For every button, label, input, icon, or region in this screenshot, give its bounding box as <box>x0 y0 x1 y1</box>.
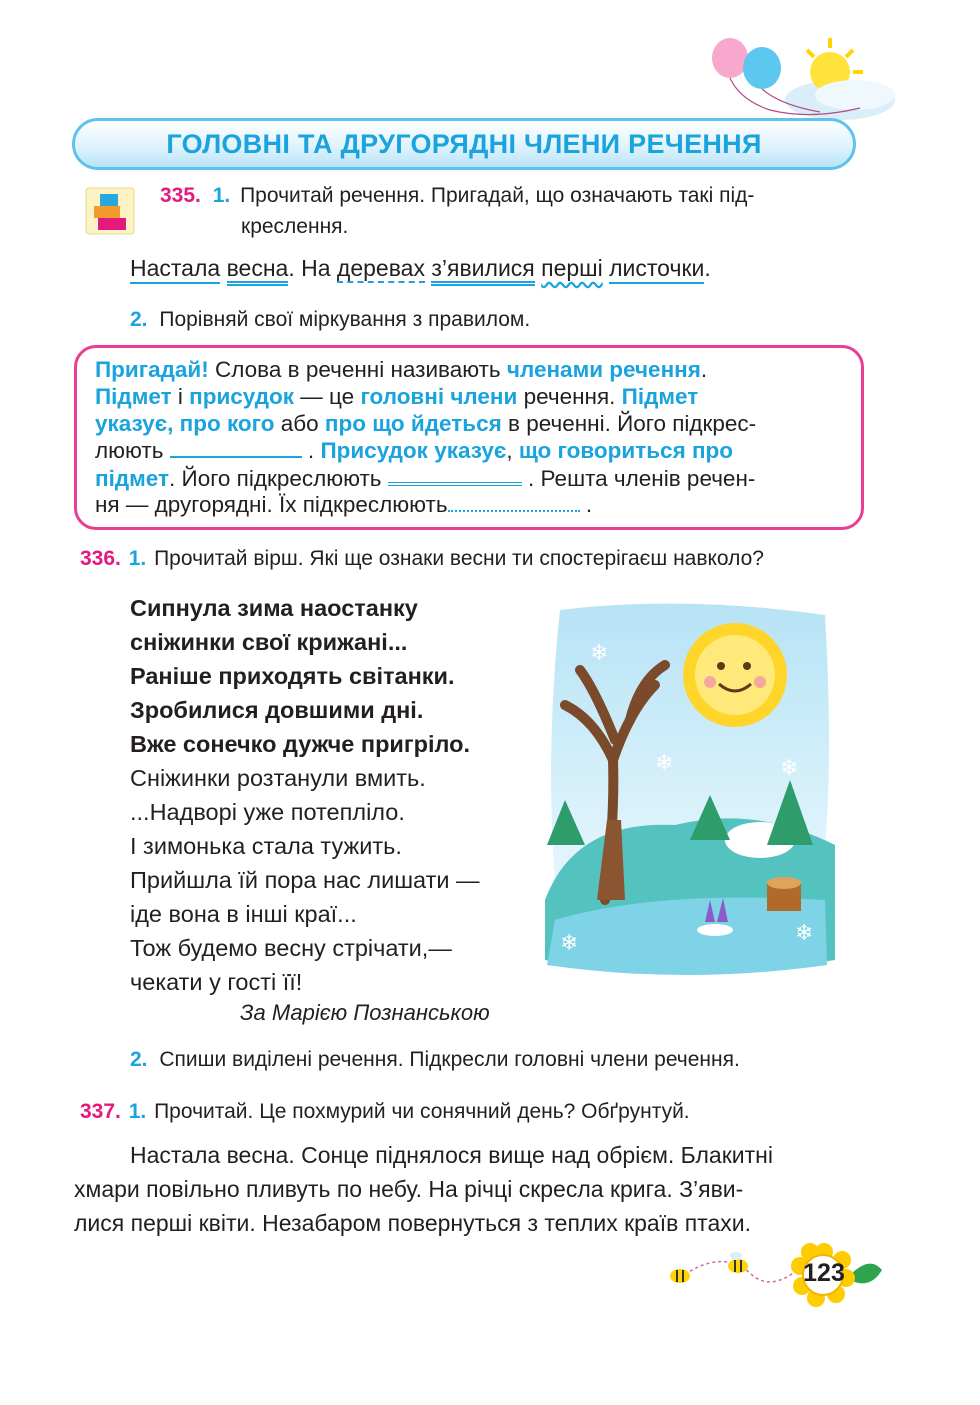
sun-face-icon <box>683 623 787 727</box>
ex337-step1 <box>80 1096 690 1127</box>
balloons-sun-decoration <box>690 30 900 130</box>
poem-line: І зимонька стала тужить. <box>130 833 402 859</box>
poem-author: За Марією Познанською <box>240 1000 490 1025</box>
predicate-underline-word: весна <box>227 255 289 286</box>
exercise-number: 337. <box>80 1100 121 1123</box>
rule-text: речення. <box>517 384 622 409</box>
rule-text: люють <box>95 438 170 463</box>
instruction-text: Порівняй свої міркування з правилом. <box>159 308 531 331</box>
rule-text: . <box>301 438 321 463</box>
attribute-underline-word: перші <box>541 255 603 281</box>
subject-underline-sample <box>170 438 302 458</box>
text-paragraph-line: Настала весна. Сонце піднялося вище над обрієм. Блакитні <box>130 1142 773 1168</box>
poem-line: Сипнула зима наостанку <box>130 595 418 621</box>
text-paragraph-line: хмари повільно пливуть по небу. На річці скресла крига. З’яви- <box>74 1176 744 1202</box>
rule-text: , <box>506 438 519 463</box>
rule-highlight: указує, про кого <box>95 411 275 436</box>
blocks-icon <box>84 186 136 236</box>
rule-text: і <box>171 384 190 409</box>
step-number: 2. <box>130 308 148 331</box>
ex335-step1 <box>160 180 754 211</box>
rule-highlight: членами речення <box>506 357 701 382</box>
rule-text: . <box>579 492 593 517</box>
rule-line-6 <box>95 491 592 518</box>
svg-text:❄: ❄ <box>590 641 609 666</box>
svg-text:❄: ❄ <box>560 931 579 956</box>
subject-underline-word: Настала <box>130 255 220 284</box>
step-number: 1. <box>128 1100 147 1123</box>
instruction-text: Прочитай вірш. Які ще ознаки весни ти спостерігаєш навколо? <box>154 547 764 570</box>
poem-line: сніжинки свої крижані... <box>130 629 408 655</box>
subject-underline-word-2: листочки <box>609 255 704 284</box>
rule-highlight: Підмет <box>95 384 172 409</box>
poem-line: іде вона в інші краї... <box>130 901 357 927</box>
poem-line: чекати у гості її! <box>130 969 303 995</box>
exercise-number: 335. <box>160 184 201 207</box>
poem-line: Зробилися довшими дні. <box>130 697 424 723</box>
poem-line: Тож будемо весну стрічати,— <box>130 935 452 961</box>
lesson-title: ГОЛОВНІ ТА ДРУГОРЯДНІ ЧЛЕНИ РЕЧЕННЯ <box>166 129 762 159</box>
poem-line: Раніше приходять світанки. <box>130 663 455 689</box>
example-sentence <box>130 253 711 283</box>
ex336-step1 <box>80 543 764 574</box>
predicate-underline-sample <box>388 464 522 486</box>
bees-decoration <box>660 1248 810 1298</box>
sentence-text-end: . <box>704 255 711 281</box>
rule-line-3 <box>95 410 756 437</box>
instruction-text: Прочитай речення. Пригадай, що означають такі під- <box>240 184 755 207</box>
bee-icon <box>728 1252 748 1273</box>
ex336-step2 <box>130 1044 740 1075</box>
rule-highlight: Присудок указує <box>320 438 507 463</box>
instruction-text: Спиши виділені речення. Підкресли головні члени речення. <box>159 1048 740 1071</box>
spring-illustration <box>535 600 840 985</box>
rule-text: Слова в реченні називають <box>208 357 507 382</box>
rule-highlight: головні члени <box>360 384 518 409</box>
poem <box>130 591 480 999</box>
rule-line-1 <box>95 356 707 383</box>
rule-highlight: що говориться про <box>518 438 734 463</box>
rule-text: в реченні. Його підкрес- <box>501 411 757 436</box>
svg-text:❄: ❄ <box>780 756 799 781</box>
rule-line-4 <box>95 437 733 464</box>
rule-highlight: Пригадай! <box>95 357 209 382</box>
rule-highlight: про що йдеться <box>324 411 502 436</box>
svg-text:❄: ❄ <box>655 751 674 776</box>
step-number: 2. <box>130 1048 148 1071</box>
exercise-number: 336. <box>80 547 121 570</box>
rule-highlight: Підмет <box>621 384 699 409</box>
instruction-text: Прочитай. Це похмурий чи сонячний день? Обґрунтуй. <box>154 1100 690 1123</box>
ex335-step2 <box>130 304 530 335</box>
rule-text: . Решта членів речен- <box>521 466 756 491</box>
rule-text: або <box>274 411 325 436</box>
rule-text: ня — другорядні. Їх підкреслюють <box>95 492 448 517</box>
rule-text: — це <box>294 384 361 409</box>
sentence-text: . На <box>288 255 337 281</box>
poem-line: Вже сонечко дужче пригріло. <box>130 731 471 757</box>
secondary-underline-sample <box>448 492 580 512</box>
poem-line: ...Надворі уже потепліло. <box>130 799 405 825</box>
rule-highlight: підмет <box>95 466 170 491</box>
rule-line-2 <box>95 383 698 410</box>
text-paragraph-line: лися перші квіти. Незабаром повернуться з теплих країв птахи. <box>74 1210 751 1236</box>
predicate-underline-word-2: з’явилися <box>431 255 534 286</box>
ex335-step1-cont: креслення. <box>241 215 349 238</box>
rule-highlight: присудок <box>189 384 295 409</box>
page-number: 123 <box>803 1259 845 1287</box>
rule-box <box>74 345 864 530</box>
step-number: 1. <box>212 184 231 207</box>
lesson-title-banner <box>72 118 856 170</box>
rule-text: . Його підкреслюють <box>169 466 388 491</box>
step-number: 1. <box>128 547 147 570</box>
poem-line: Прийшла їй пора нас лишати — <box>130 867 480 893</box>
poem-line: Сніжинки розтанули вмить. <box>130 765 426 791</box>
svg-text:❄: ❄ <box>795 921 814 946</box>
adverbial-underline-word: деревах <box>336 255 425 281</box>
rule-text: . <box>700 357 708 382</box>
rule-line-5 <box>95 464 755 492</box>
bee-icon <box>670 1269 690 1283</box>
